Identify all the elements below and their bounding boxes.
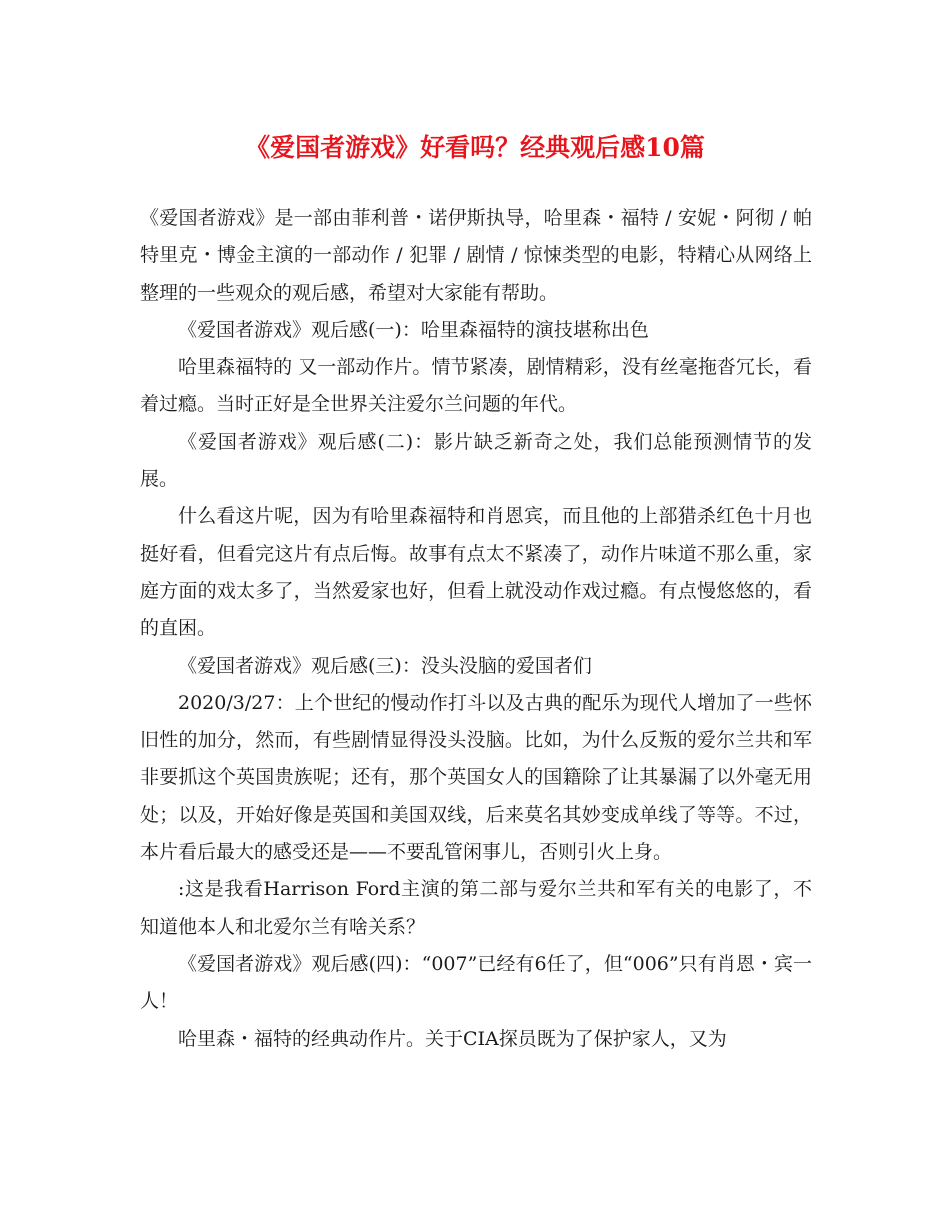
- document-body: [140, 200, 812, 1058]
- review-paragraph-3: 2020/3/27：上个世纪的慢动作打斗以及古典的配乐为现代人增加了一些怀旧性的加分，然而，有些剧情显得没头没脑。比如，为什么反叛的爱尔兰共和军非要抓这个英国贵族呢；还有，那个英国女人的国籍除了让其暴漏了以外毫无用处；以及，开始好像是英国和美国双线，后来莫名其妙变成单线了等等。不过，本片看后最大的感受还是——不要乱管闲事儿，否则引火上身。: [140, 691, 812, 864]
- review-paragraph-2: 什么看这片呢，因为有哈里森福特和肖恩宾，而且他的上部猎杀红色十月也挺好看，但看完这片有点后悔。故事有点太不紧凑了，动作片味道不那么重，家庭方面的戏太多了，当然爱家也好，但看上就没动作戏过瘾。有点慢悠悠的，看的直困。: [140, 505, 812, 640]
- review-paragraph-3b: :这是我看Harrison Ford主演的第二部与爱尔兰共和军有关的电影了，不知道他本人和北爱尔兰有啥关系？: [140, 878, 812, 938]
- review-heading-2: 《爱国者游戏》观后感(二)：影片缺乏新奇之处，我们总能预测情节的发展。: [140, 430, 812, 491]
- document-title: 《爱国者游戏》好看吗？经典观后感10篇: [245, 133, 705, 162]
- review-heading-1: 《爱国者游戏》观后感(一)：哈里森福特的演技堪称出色: [178, 318, 649, 341]
- review-heading-4: 《爱国者游戏》观后感(四)：“007”已经有6任了，但“006”只有肖恩・宾一人！: [140, 952, 812, 1013]
- review-paragraph-4: 哈里森・福特的经典动作片。关于CIA探员既为了保护家人，又为: [178, 1027, 727, 1050]
- review-heading-3: 《爱国者游戏》观后感(三)：没头没脑的爱国者们: [178, 654, 592, 677]
- intro-paragraph: 《爱国者游戏》是一部由菲利普・诺伊斯执导，哈里森・福特 / 安妮・阿彻 / 帕特里克・博金主演的一部动作 / 犯罪 / 剧情 / 惊悚类型的电影，特精心从网络上整理的一些观众的观后感，希望对大家能有帮助。: [140, 207, 812, 304]
- review-paragraph-1: 哈里森福特的 又一部动作片。情节紧凑，剧情精彩，没有丝毫拖沓冗长，看着过瘾。当时正好是全世界关注爱尔兰问题的年代。: [140, 356, 812, 416]
